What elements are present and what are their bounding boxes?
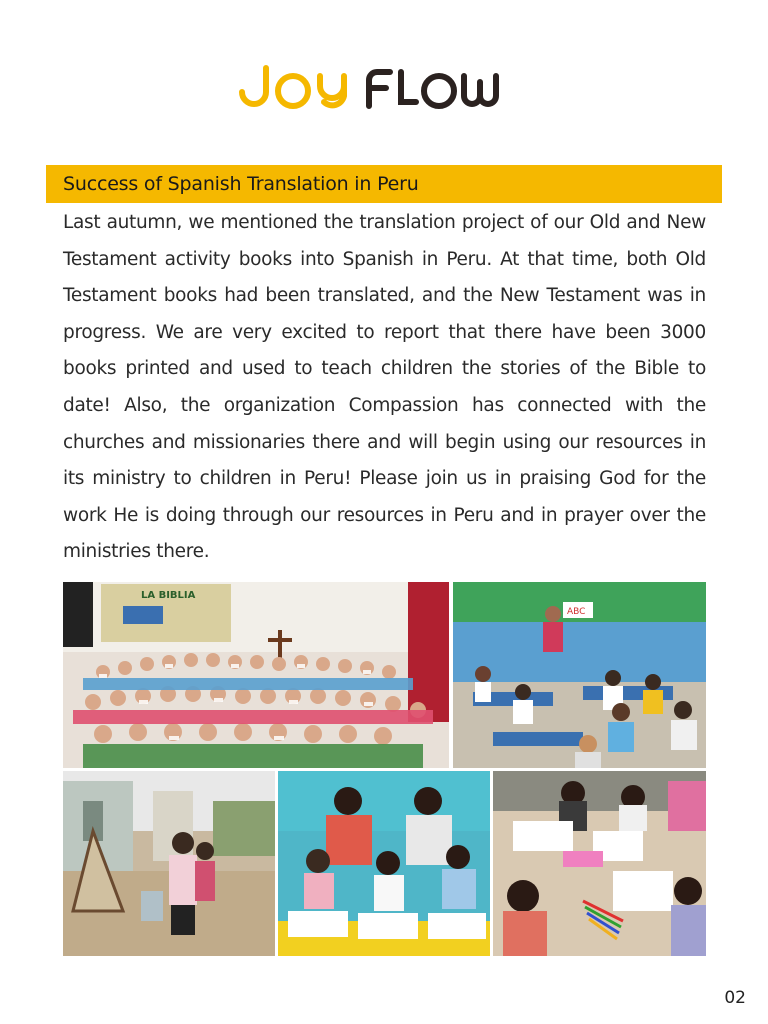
photo-banner-text: LA BIBLIA bbox=[141, 590, 196, 601]
page-number: 02 bbox=[724, 988, 746, 1008]
photo-street-child bbox=[63, 771, 275, 956]
classroom-sign-text: ABC bbox=[567, 607, 586, 617]
section-body: Last autumn, we mentioned the translation project of our Old and New Testament activity books into Spanish in Peru. At that time, both Old Testament books had been translated, and the New Testament was in progress. We are very excited to report that there have been 3000 books printed and used to teach children the stories of the Bible to date! Also, the organization Compassion has connected with the churches and missionaries there and will begin using our resources in its ministry to children in Peru! Please join us in praising God for the work He is doing through our resources in Peru and in prayer over the ministries there. bbox=[63, 212, 706, 563]
section-title: Success of Spanish Translation in Peru bbox=[63, 173, 419, 195]
logo-text: JOY bbox=[234, 62, 236, 63]
photo-children-coloring bbox=[278, 771, 490, 956]
joyflow-logo bbox=[0, 56, 768, 116]
photo-church-group bbox=[63, 582, 449, 768]
section-banner bbox=[46, 165, 722, 203]
logo-wordmark bbox=[234, 62, 534, 110]
photo-children-drawing bbox=[493, 771, 706, 956]
photo-classroom bbox=[453, 582, 706, 768]
